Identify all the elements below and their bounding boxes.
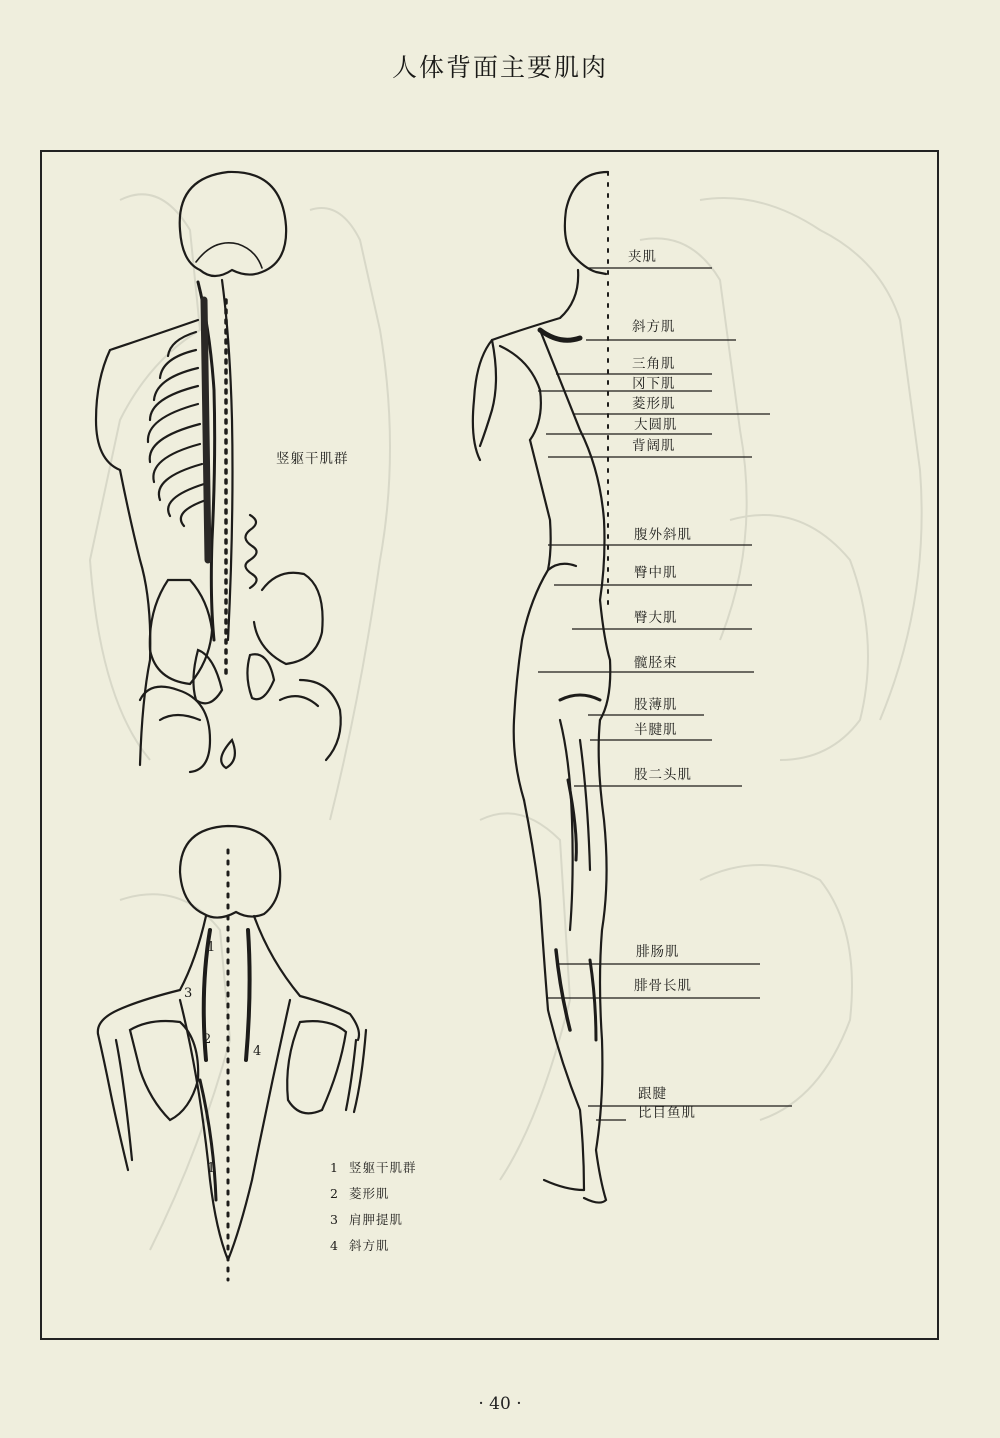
- legend-number: 4: [330, 1238, 339, 1253]
- label-splenius: 夹肌: [628, 249, 657, 265]
- label-external-oblique: 腹外斜肌: [634, 527, 692, 543]
- side-body-figure: [473, 172, 610, 1203]
- neck-number-2: 2: [203, 1032, 213, 1047]
- label-infraspinatus: 冈下肌: [632, 376, 676, 392]
- show-through-ghost: [90, 194, 922, 1250]
- label-gastrocnemius: 腓肠肌: [636, 944, 680, 960]
- legend-number: 1: [330, 1160, 339, 1175]
- legend-item: [330, 1210, 403, 1228]
- label-teres-major: 大圆肌: [634, 417, 678, 433]
- legend-item: [330, 1236, 390, 1254]
- label-iliotibial-band: 髋胫束: [634, 655, 678, 671]
- label-latissimus: 背阔肌: [632, 438, 676, 454]
- label-rhomboid: 菱形肌: [632, 396, 676, 412]
- neck-back-figure: [98, 826, 366, 1280]
- legend-text: 斜方肌: [348, 1238, 390, 1253]
- label-gluteus-maximus: 臀大肌: [634, 610, 678, 626]
- legend-item: [330, 1158, 417, 1176]
- label-semitendinosus: 半腱肌: [634, 722, 678, 738]
- label-soleus: 比目鱼肌: [638, 1105, 696, 1121]
- neck-number-1: 1: [207, 940, 217, 955]
- label-deltoid: 三角肌: [632, 356, 676, 372]
- label-gluteus-medius: 臀中肌: [634, 565, 678, 581]
- label-peroneus-longus: 腓骨长肌: [634, 978, 692, 994]
- label-gracilis: 股薄肌: [634, 697, 678, 713]
- label-trapezius: 斜方肌: [632, 319, 676, 335]
- legend-text: 竖躯干肌群: [348, 1160, 417, 1175]
- skeleton-back-figure: [96, 172, 341, 772]
- legend-item: [330, 1184, 390, 1202]
- legend-text: 菱形肌: [348, 1186, 390, 1201]
- page-number: · 40 ·: [478, 1394, 522, 1414]
- legend-text: 肩胛提肌: [348, 1212, 403, 1227]
- neck-number-4: 4: [253, 1044, 263, 1059]
- legend-number: 3: [330, 1212, 339, 1227]
- erector-spinae-label: 竖躯干肌群: [276, 451, 349, 467]
- neck-number-3: 3: [184, 986, 194, 1001]
- page-title: 人体背面主要肌肉: [391, 53, 608, 82]
- label-achilles-tendon: 跟腱: [638, 1086, 667, 1102]
- legend-number: 2: [330, 1186, 339, 1201]
- neck-number-1b: 1: [207, 1161, 217, 1176]
- label-biceps-femoris: 股二头肌: [634, 767, 692, 783]
